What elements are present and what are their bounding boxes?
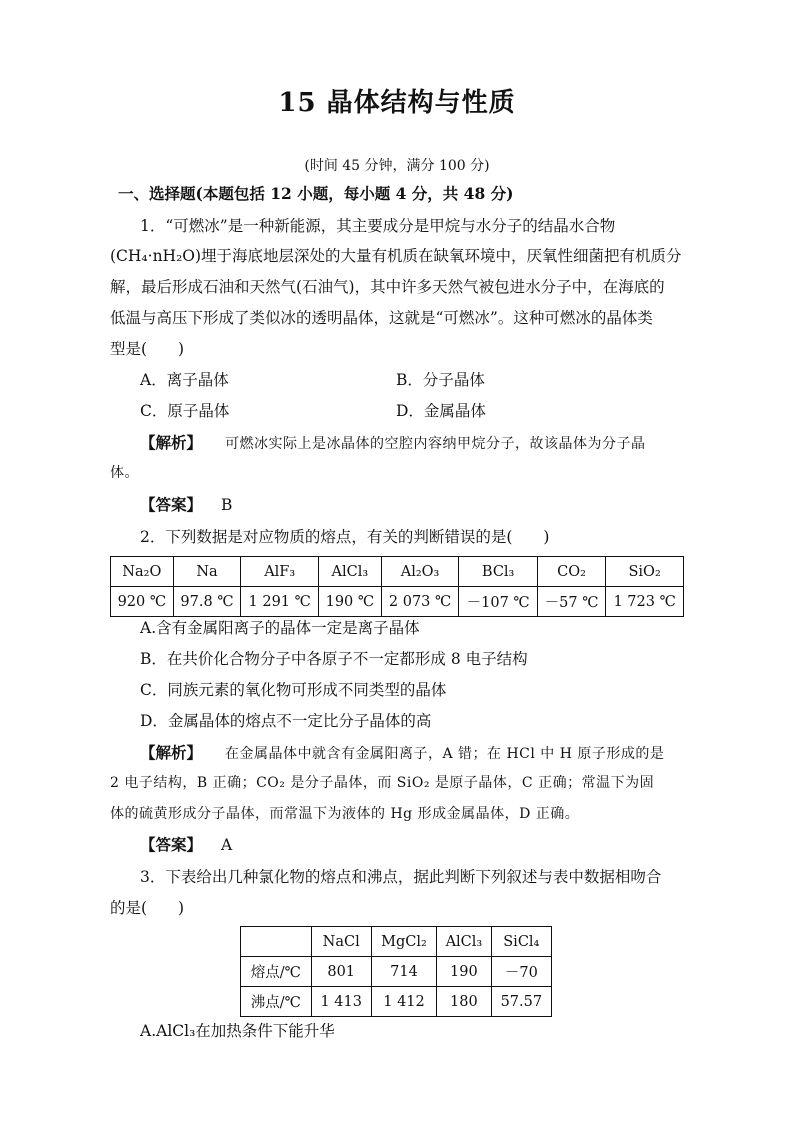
q3-stem-line2: 的是( ) (110, 899, 185, 917)
table-header-cell: Na₂O (111, 557, 174, 587)
q1-analysis-line1 (140, 433, 645, 454)
q2-analysis-line2: 2 电子结构，B 正确；CO₂ 是分子晶体，而 SiO₂ 是原子晶体，C 正确；常温下为固 (110, 775, 655, 791)
table-cell: 714 (371, 957, 436, 987)
table-cell: 180 (437, 987, 492, 1017)
table-header-cell: AlCl₃ (437, 927, 492, 957)
q1-answer-value: B (220, 496, 233, 514)
table-cell: 920 ℃ (111, 587, 174, 617)
answer-tag: 【答案】 (140, 835, 203, 854)
table-cell: －57 ℃ (537, 587, 605, 617)
table-row (111, 587, 684, 617)
table-header-cell: SiCl₄ (491, 927, 551, 957)
table-cell: 801 (311, 957, 371, 987)
q1-stem-line3: 解，最后形成石油和天然气(石油气)，其中许多天然气被包进水分子中，在海底的 (110, 278, 665, 296)
table-cell: 2 073 ℃ (381, 587, 459, 617)
table-cell: 1 723 ℃ (606, 587, 684, 617)
table-cell: 190 (437, 957, 492, 987)
table-row (111, 557, 684, 587)
table-cell: 1 413 (311, 987, 371, 1017)
q1-stem-line1: 1．“可燃冰”是一种新能源，其主要成分是甲烷与水分子的结晶水合物 (140, 217, 616, 235)
table-cell: 1 291 ℃ (241, 587, 319, 617)
table-header-cell: Na (173, 557, 241, 587)
table-header-cell: CO₂ (537, 557, 605, 587)
table-cell: 熔点/℃ (241, 957, 312, 987)
q2-option-d: D．金属晶体的熔点不一定比分子晶体的高 (140, 712, 432, 730)
table-row (241, 927, 552, 957)
q2-option-a: A.含有金属阳离子的晶体一定是离子晶体 (140, 619, 420, 637)
q1-analysis-line2: 体。 (110, 465, 139, 481)
table-cell: 190 ℃ (319, 587, 382, 617)
table-cell: 1 412 (371, 987, 436, 1017)
page-title: 15 晶体结构与性质 (278, 88, 516, 118)
q1-option-c: C．原子晶体 (140, 402, 230, 420)
q1-stem-line2: (CH₄·nH₂O)埋于海底地层深处的大量有机质在缺氧环境中，厌氧性细菌把有机质分 (110, 247, 682, 265)
q1-stem-line5: 型是( ) (110, 340, 185, 358)
table-header-cell: NaCl (311, 927, 371, 957)
q2-answer-value: A (220, 836, 233, 854)
q2-stem: 2．下列数据是对应物质的熔点，有关的判断错误的是( ) (140, 528, 550, 546)
q1-analysis-text: 可燃冰实际上是冰晶体的空腔内容纳甲烷分子，故该晶体为分子晶 (224, 436, 646, 452)
q3-chloride-table (240, 926, 552, 1017)
q2-analysis-line1 (140, 743, 664, 764)
table-header-cell: BCl₃ (459, 557, 537, 587)
q1-option-d: D．金属晶体 (396, 402, 486, 420)
table-header-cell: Al₂O₃ (381, 557, 459, 587)
q3-option-a: A.AlCl₃在加热条件下能升华 (140, 1022, 335, 1040)
q1-stem-line4: 低温与高压下形成了类似冰的透明晶体，这就是“可燃冰”。这种可燃冰的晶体类 (110, 309, 653, 327)
table-cell: －107 ℃ (459, 587, 537, 617)
table-cell: 97.8 ℃ (173, 587, 241, 617)
answer-tag: 【答案】 (140, 495, 203, 514)
page-subtitle: (时间 45 分钟，满分 100 分) (304, 158, 490, 174)
q2-melting-point-table (110, 556, 684, 617)
table-header-cell: AlF₃ (241, 557, 319, 587)
table-cell: 57.57 (491, 987, 551, 1017)
q1-option-a: A．离子晶体 (140, 371, 229, 389)
q2-analysis-text: 在金属晶体中就含有金属阳离子，A 错；在 HCl 中 H 原子形成的是 (224, 746, 665, 762)
q2-analysis-line3: 体的硫黄形成分子晶体，而常温下为液体的 Hg 形成金属晶体，D 正确。 (110, 806, 580, 822)
table-header-cell (241, 927, 312, 957)
table-row (241, 987, 552, 1017)
analysis-tag: 【解析】 (140, 743, 203, 762)
q1-answer (140, 495, 232, 515)
section-heading: 一、选择题(本题包括 12 小题，每小题 4 分，共 48 分) (118, 184, 514, 203)
q2-option-c: C．同族元素的氧化物可形成不同类型的晶体 (140, 681, 447, 699)
analysis-tag: 【解析】 (140, 433, 203, 452)
q2-answer (140, 835, 232, 855)
table-cell: －70 (491, 957, 551, 987)
table-cell: 沸点/℃ (241, 987, 312, 1017)
table-header-cell: MgCl₂ (371, 927, 436, 957)
table-header-cell: SiO₂ (606, 557, 684, 587)
q1-option-b: B．分子晶体 (396, 371, 485, 389)
table-header-cell: AlCl₃ (319, 557, 382, 587)
table-row (241, 957, 552, 987)
q3-stem-line1: 3．下表给出几种氯化物的熔点和沸点，据此判断下列叙述与表中数据相吻合 (140, 868, 662, 886)
q2-option-b: B．在共价化合物分子中各原子不一定都形成 8 电子结构 (140, 650, 528, 668)
